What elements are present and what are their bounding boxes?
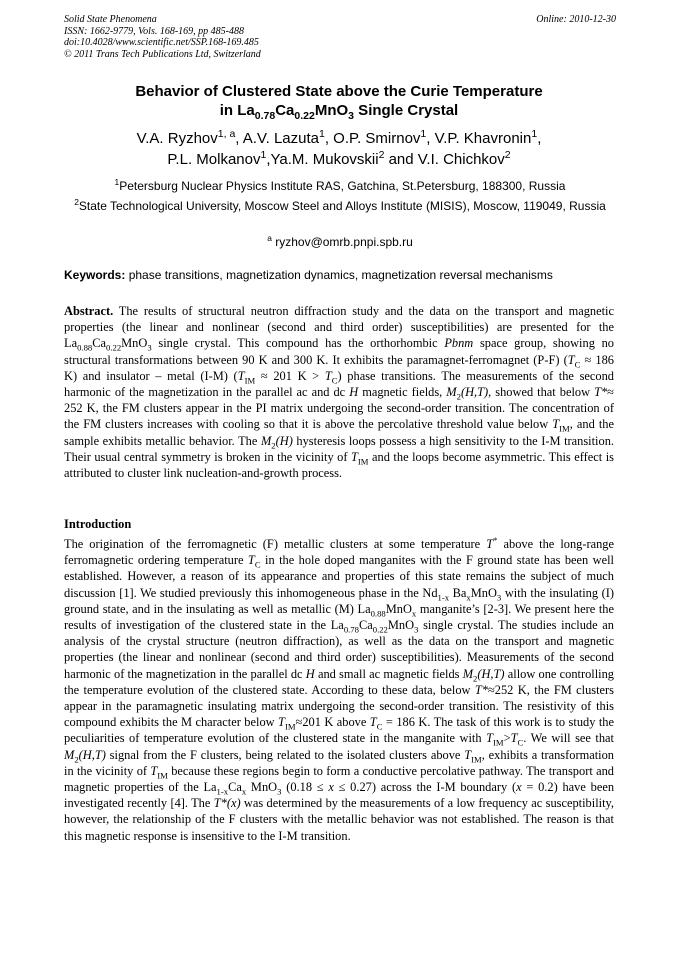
title-line-2: in $La_{0.78}Ca_{0.22}MnO_3$ Single Crystal (219, 102, 459, 122)
introduction-heading: Introduction (64, 517, 132, 531)
contact-email: $^a$ ryzhov@omrb.pnpi.spb.ru (267, 233, 413, 249)
online-date: Online: 2010-12-30 (536, 14, 616, 25)
keywords-text: phase transitions, magnetization dynamics, magnetization reversal mechanisms (125, 268, 553, 282)
introduction-body: The origination of the ferromagnetic (F) metallic clusters at some temperature T* above the long-range ferromagnetic ordering temperature $T_C$ in the hole doped manganites with the F ground state has been well established. However, a reason of its appearance and properties of this state remains the subject of much discussion [1]. We studied previously this inhomogeneous phase in the $Nd_{1-x}$ $Ba_xMnO_3$ with the insulating (I) ground state, and in the insulating as well as metallic (M) $La_{0.88}MnO_x$ manganite’s [2-3]. We present here the results of investigation of the clustered state in the $La_{0.78}Ca_{0.22}MnO_3$ single crystal. The studies include an analysis of the crystal structure (neutron diffraction), as well as the data on the transport and magnetic properties (the linear and nonlinear (second and third order) susceptibilities). Measurements of the second harmonic of the magnetization in the parallel dc H and small ac magnetic fields $M_2(H,T)$ allow one controlling the temperature evolution of the clustered state. According to these data, below T*≈252 K, the FM clusters appear in the paramagnetic insulating matrix undergoing the second-order transition. The resistivity of this compound exhibits the M character below $T_{IM}\approx 201$ K above $T_C = 186$ K. The task of this work is to study the peculiarities of temperature evolution of the clustered state in the manganite with $T_{IM}>T_C$. We will see that $M_2(H,T)$ signal from the F clusters, being related to the isolated clusters above $T_{IM}$, exhibits a transformation in the vicinity of $T_{IM}$ because these regions begin to form a conductive percolative pathway. The transport and magnetic properties of the $La_{1-x}Ca_x$ MnO$_3$ (0.18 ≤ x ≤ 0.27) across the I-M boundary (x = 0.2) have been investigated recently [4]. The T*(x) was determined by the measurements of a low frequency ac susceptibility, however, the relationship of the F clusters with the metallic behavior was not established. The reason is that this magnetic response is insensitive to the I-M transition. (64, 534, 615, 843)
doi-line: doi:10.4028/www.scientific.net/SSP.168-169.485 (64, 37, 259, 49)
title-line-1: Behavior of Clustered State above the Curie Temperature (135, 83, 543, 100)
keywords (64, 267, 624, 283)
affiliation-2: $^2$State Technological University, Moscow Steel and Alloys Institute (MISIS), Moscow, 119049, Russia (74, 197, 606, 213)
journal-name: Solid State Phenomena (64, 14, 157, 25)
keywords-label: Keywords: (64, 268, 126, 282)
author-list (40, 128, 638, 170)
abstract-label: Abstract. (64, 304, 114, 318)
journal-header (64, 14, 261, 60)
affiliation-1: $^1$Petersburg Nuclear Physics Institute RAS, Gatchina, St.Petersburg, 188300, Russia (114, 177, 566, 193)
copyright-line: © 2011 Trans Tech Publications Ltd, Switzerland (64, 48, 261, 60)
paper-title (40, 82, 638, 120)
author-line-1: V.A. Ryzhov$^{1, a}$, A.V. Lazuta$^1$, O.P. Smirnov$^1$, V.P. Khavronin$^1$, (136, 128, 542, 147)
issn-line: ISSN: 1662-9779, Vols. 168-169, pp 485-488 (64, 25, 244, 37)
author-line-2: P.L. Molkanov$^1$,Ya.M. Mukovskii$^2$ and V.I. Chichkov$^2$ (167, 149, 511, 168)
abstract: Abstract. The results of structural neutron diffraction study and the data on the transport and magnetic properties (the linear and nonlinear (second and third order) susceptibilities) are presented for the $La_{0.88}Ca_{0.22}MnO_3$ single crystal. This compound has the orthorhombic Pbnm space group, showing no structural transformations between 90 K and 300 K. It exhibits the paramagnet-ferromagnet (P-F) ($T_C \approx 186$ K) and insulator – metal (I-M) ($T_{IM} \approx 201$ $K > T_C$) phase transitions. The measurements of the second harmonic of the magnetization in the parallel ac and dc H magnetic fields, $M_2(H,T)$, showed that below T*≈ 252 K, the FM clusters appear in the PI matrix undergoing the second-order transition. The concentration of the FM clusters increases with cooling so that it is above the percolative threshold value below $T_{IM}$, and the sample exhibits metallic behavior. The $M_2(H)$ hysteresis loops possess a high sensitivity to the I-M transition. Their usual central symmetry is broken in the vicinity of $T_{IM}$ and the loops become asymmetric. This effect is attributed to cluster link nucleation-and-growth process. (64, 304, 615, 481)
